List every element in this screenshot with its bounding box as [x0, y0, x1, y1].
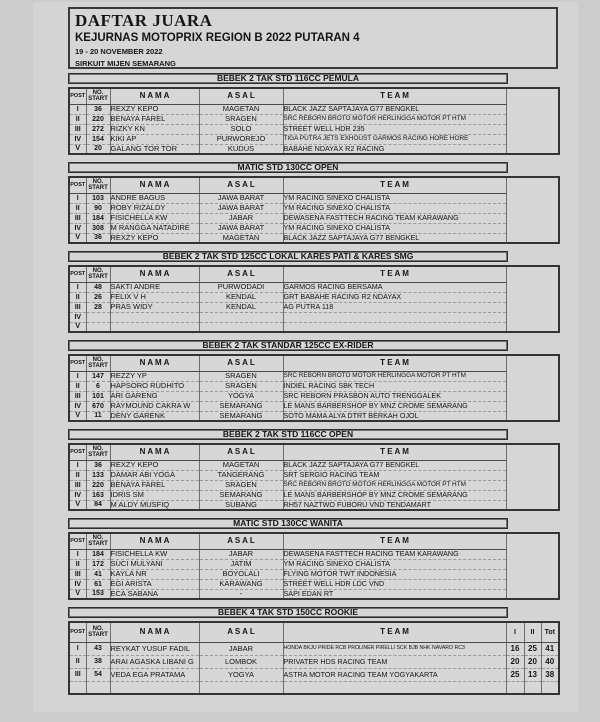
result-row — [69, 559, 559, 569]
column-header-race1: I — [506, 622, 524, 642]
category-title: BEBEK 2 TAK STD 125CC LOKAL KARES PATI & KARES SMG — [68, 251, 508, 262]
race1-points-cell: 16 — [506, 642, 524, 655]
position-cell: III — [69, 213, 86, 223]
position-cell: V — [69, 500, 86, 510]
rider-name-cell: DAMAR ABI YOGA — [110, 470, 199, 480]
result-row — [69, 144, 559, 154]
race2-points-cell: 13 — [524, 668, 541, 681]
rider-name-cell: BENAYA FAREL — [110, 480, 199, 490]
column-header-nama: N A M A — [110, 88, 199, 104]
category-title: MATIC STD 130CC OPEN — [68, 162, 508, 173]
origin-cell: - — [199, 589, 283, 599]
start-number-cell: 147 — [86, 371, 110, 381]
column-header-asal: A S A L — [199, 533, 283, 549]
team-cell: AG PUTRA 118 — [283, 302, 506, 312]
position-cell: I — [69, 371, 86, 381]
team-cell — [283, 312, 506, 322]
race1-points-cell: 20 — [506, 655, 524, 668]
team-cell: ASTRA MOTOR RACING TEAM YOGYAKARTA — [283, 668, 506, 681]
column-header-asal: A S A L — [199, 88, 283, 104]
start-number-cell: 154 — [86, 134, 110, 144]
category-title: BEBEK 2 TAK STD 116CC PEMULA — [68, 73, 508, 84]
rider-name-cell — [110, 681, 199, 694]
result-row — [69, 411, 559, 421]
rider-name-cell: REZZY YP — [110, 371, 199, 381]
rider-name-cell: ECA SABANA — [110, 589, 199, 599]
results-table — [68, 532, 560, 600]
total-points-cell — [541, 681, 559, 694]
race2-points-cell: 25 — [524, 642, 541, 655]
result-row — [69, 213, 559, 223]
column-header-post: POST — [69, 177, 86, 193]
result-row — [69, 500, 559, 510]
origin-cell: JATIM — [199, 559, 283, 569]
column-header-post: POST — [69, 533, 86, 549]
rider-name-cell: BENAYA FAREL — [110, 114, 199, 124]
origin-cell: JABAR — [199, 213, 283, 223]
total-points-cell: 40 — [541, 655, 559, 668]
category-title: MATIC STD 130CC WANITA — [68, 518, 508, 529]
column-header-nama: N A M A — [110, 622, 199, 642]
result-row — [69, 549, 559, 559]
column-header-no-start: NO. START — [86, 533, 110, 549]
team-cell: YM RACING SINEXO CHALISTA — [283, 193, 506, 203]
result-row — [69, 401, 559, 411]
result-row — [69, 322, 559, 332]
total-points-cell: 41 — [541, 642, 559, 655]
rider-name-cell: M ALDY MUSFIQ — [110, 500, 199, 510]
start-number-cell: 133 — [86, 470, 110, 480]
origin-cell: KUDUS — [199, 144, 283, 154]
start-number-cell: 101 — [86, 391, 110, 401]
event-subtitle: KEJURNAS MOTOPRIX REGION B 2022 PUTARAN 4 — [75, 31, 360, 44]
column-header-nama: N A M A — [110, 266, 199, 282]
column-header-post: POST — [69, 266, 86, 282]
position-cell: IV — [69, 134, 86, 144]
team-cell: STREET WELL HDR LDC VND — [283, 579, 506, 589]
results-tables-container — [68, 73, 558, 695]
column-header-race2: II — [524, 622, 541, 642]
start-number-cell: 20 — [86, 144, 110, 154]
position-cell: V — [69, 411, 86, 421]
origin-cell: TANGERANG — [199, 470, 283, 480]
result-row — [69, 381, 559, 391]
result-row — [69, 490, 559, 500]
position-cell: III — [69, 668, 86, 681]
column-header-post: POST — [69, 88, 86, 104]
rider-name-cell: IDRIS SM — [110, 490, 199, 500]
team-cell: GRT BABAHE RACING R2 NDAYAX — [283, 292, 506, 302]
team-cell: RH57 NAZTWO FUBORU VND TENDAMART — [283, 500, 506, 510]
origin-cell: BOYOLALI — [199, 569, 283, 579]
origin-cell: YOGYA — [199, 391, 283, 401]
team-cell: HONDA BKJU PRIDE RCB PROLINER PIRELLI SCK BJB NHK NAVARO RC3 — [283, 642, 506, 655]
start-number-cell — [86, 322, 110, 332]
rider-name-cell: KAYLA NR — [110, 569, 199, 579]
start-number-cell: 26 — [86, 292, 110, 302]
team-cell: LE MANS BARBERSHOP BY MNZ CROME SEMARANG — [283, 401, 506, 411]
start-number-cell: 90 — [86, 203, 110, 213]
position-cell: III — [69, 302, 86, 312]
column-header-nama: N A M A — [110, 177, 199, 193]
position-cell: I — [69, 104, 86, 114]
column-header-team: T E A M — [283, 177, 506, 193]
position-cell: II — [69, 655, 86, 668]
start-number-cell: 163 — [86, 490, 110, 500]
page-title: DAFTAR JUARA — [75, 11, 213, 30]
rider-name-cell: GALANG TOR TOR — [110, 144, 199, 154]
column-header-team: T E A M — [283, 622, 506, 642]
trailing-empty-cell — [506, 444, 559, 510]
results-table — [68, 354, 560, 422]
table-header-row — [69, 88, 559, 104]
team-cell — [283, 681, 506, 694]
column-header-nama: N A M A — [110, 355, 199, 371]
column-header-asal: A S A L — [199, 177, 283, 193]
team-cell: GARMOS RACING BERSAMA — [283, 282, 506, 292]
rider-name-cell: FELIX V H — [110, 292, 199, 302]
position-cell: IV — [69, 401, 86, 411]
position-cell: V — [69, 589, 86, 599]
start-number-cell: 41 — [86, 569, 110, 579]
team-cell: SOTO MAMA ALYA DTRT BERKAH OJOL — [283, 411, 506, 421]
rider-name-cell: KIKI AP — [110, 134, 199, 144]
origin-cell: KARAWANG — [199, 579, 283, 589]
table-header-row — [69, 622, 559, 642]
team-cell: BLACK JAZZ SAPTAJAYA G77 BENGKEL — [283, 104, 506, 114]
result-row — [69, 391, 559, 401]
column-header-no-start: NO. START — [86, 444, 110, 460]
column-header-team: T E A M — [283, 266, 506, 282]
start-number-cell: 61 — [86, 579, 110, 589]
start-number-cell: 36 — [86, 233, 110, 243]
start-number-cell: 103 — [86, 193, 110, 203]
position-cell: I — [69, 549, 86, 559]
start-number-cell: 48 — [86, 282, 110, 292]
rider-name-cell — [110, 312, 199, 322]
column-header-no-start: NO. START — [86, 355, 110, 371]
rider-name-cell: SAKTI ANDRE — [110, 282, 199, 292]
start-number-cell: 28 — [86, 302, 110, 312]
result-row — [69, 569, 559, 579]
position-cell: III — [69, 569, 86, 579]
result-row — [69, 114, 559, 124]
team-cell: SAPI EDAN RT — [283, 589, 506, 599]
team-cell: DEWASENA FASTTECH RACING TEAM KARAWANG — [283, 213, 506, 223]
result-row — [69, 193, 559, 203]
team-cell: LE MANS BARBERSHOP BY MNZ CROME SEMARANG — [283, 490, 506, 500]
result-row — [69, 668, 559, 681]
team-cell: SRC REBORN BROTO MOTOR HERLINGGA MOTOR PT HTM — [283, 371, 506, 381]
rider-name-cell: DENY GARENK — [110, 411, 199, 421]
rider-name-cell: SUCI MULYANI — [110, 559, 199, 569]
result-row — [69, 655, 559, 668]
origin-cell: PURWOREJO — [199, 134, 283, 144]
position-cell: IV — [69, 490, 86, 500]
origin-cell: SEMARANG — [199, 490, 283, 500]
results-table — [68, 176, 560, 244]
team-cell: SRC REBORN PRASBON AUTO TRENGGALEK — [283, 391, 506, 401]
table-header-row — [69, 533, 559, 549]
origin-cell: SRAGEN — [199, 381, 283, 391]
start-number-cell: 36 — [86, 460, 110, 470]
team-cell: YM RACING SINEXO CHALISTA — [283, 223, 506, 233]
result-row — [69, 223, 559, 233]
team-cell: DEWASENA FASTTECH RACING TEAM KARAWANG — [283, 549, 506, 559]
position-cell: III — [69, 480, 86, 490]
results-table — [68, 621, 560, 695]
position-cell: IV — [69, 312, 86, 322]
trailing-empty-cell — [506, 266, 559, 332]
result-row — [69, 589, 559, 599]
result-row — [69, 579, 559, 589]
origin-cell — [199, 681, 283, 694]
start-number-cell: 220 — [86, 480, 110, 490]
team-cell: BABAHE NDAYAX R2 RACING — [283, 144, 506, 154]
start-number-cell: 172 — [86, 559, 110, 569]
race1-points-cell: 25 — [506, 668, 524, 681]
rider-name-cell: PRAS WIDY — [110, 302, 199, 312]
position-cell: I — [69, 193, 86, 203]
rider-name-cell: HAPSORO RUDHITO — [110, 381, 199, 391]
team-cell: YM RACING SINEXO CHALISTA — [283, 559, 506, 569]
position-cell: V — [69, 233, 86, 243]
rider-name-cell: REXZY KEPO — [110, 233, 199, 243]
team-cell: SRC REBORN BROTO MOTOR HERLINGGA MOTOR PT HTM — [283, 114, 506, 124]
column-header-no-start: NO. START — [86, 88, 110, 104]
result-row — [69, 233, 559, 243]
column-header-nama: N A M A — [110, 444, 199, 460]
position-cell: V — [69, 322, 86, 332]
result-row — [69, 681, 559, 694]
start-number-cell: 54 — [86, 668, 110, 681]
origin-cell: SRAGEN — [199, 371, 283, 381]
column-header-post: POST — [69, 355, 86, 371]
column-header-post: POST — [69, 444, 86, 460]
column-header-asal: A S A L — [199, 266, 283, 282]
position-cell: IV — [69, 579, 86, 589]
result-row — [69, 292, 559, 302]
race2-points-cell: 20 — [524, 655, 541, 668]
start-number-cell: 84 — [86, 500, 110, 510]
position-cell: V — [69, 144, 86, 154]
origin-cell: SOLO — [199, 124, 283, 134]
position-cell: II — [69, 203, 86, 213]
origin-cell: JAWA BARAT — [199, 223, 283, 233]
table-header-row — [69, 266, 559, 282]
category-title: BEBEK 4 TAK STD 150CC ROOKIE — [68, 607, 508, 618]
rider-name-cell: ARI GARENG — [110, 391, 199, 401]
column-header-asal: A S A L — [199, 355, 283, 371]
rider-name-cell: FISICHELLA KW — [110, 549, 199, 559]
rider-name-cell: RIZKY KN — [110, 124, 199, 134]
event-venue: SIRKUIT MIJEN SEMARANG — [75, 58, 176, 68]
trailing-empty-cell — [506, 177, 559, 243]
start-number-cell: 153 — [86, 589, 110, 599]
start-number-cell: 43 — [86, 642, 110, 655]
origin-cell: JAWA BARAT — [199, 193, 283, 203]
column-header-asal: A S A L — [199, 622, 283, 642]
rider-name-cell: ANDRE BAGUS — [110, 193, 199, 203]
position-cell: I — [69, 642, 86, 655]
result-row — [69, 312, 559, 322]
team-cell: BLACK JAZZ SAPTAJAYA G77 BENGKEL — [283, 460, 506, 470]
column-header-team: T E A M — [283, 444, 506, 460]
document-content — [68, 7, 558, 702]
column-header-team: T E A M — [283, 355, 506, 371]
start-number-cell: 184 — [86, 549, 110, 559]
rider-name-cell: M RANGGA NATADIRE — [110, 223, 199, 233]
category-title: BEBEK 2 TAK STANDAR 125CC EX-RIDER — [68, 340, 508, 351]
result-row — [69, 124, 559, 134]
result-row — [69, 642, 559, 655]
team-cell: TIGA PUTRA JETS EXHOUST GARMOS RACING HORE HORE — [283, 134, 506, 144]
result-row — [69, 371, 559, 381]
start-number-cell: 38 — [86, 655, 110, 668]
position-cell: II — [69, 114, 86, 124]
trailing-empty-cell — [506, 355, 559, 421]
origin-cell: SRAGEN — [199, 114, 283, 124]
start-number-cell: 6 — [86, 381, 110, 391]
total-points-cell: 38 — [541, 668, 559, 681]
result-row — [69, 480, 559, 490]
result-row — [69, 302, 559, 312]
origin-cell — [199, 322, 283, 332]
origin-cell: MAGETAN — [199, 233, 283, 243]
result-row — [69, 203, 559, 213]
position-cell: IV — [69, 223, 86, 233]
position-cell — [69, 681, 86, 694]
start-number-cell: 272 — [86, 124, 110, 134]
origin-cell: SRAGEN — [199, 480, 283, 490]
start-number-cell: 308 — [86, 223, 110, 233]
position-cell: I — [69, 282, 86, 292]
table-header-row — [69, 444, 559, 460]
origin-cell: JABAR — [199, 549, 283, 559]
document-header-box — [68, 7, 558, 69]
rider-name-cell: EGI ARISTA — [110, 579, 199, 589]
rider-name-cell: FISICHELLA KW — [110, 213, 199, 223]
origin-cell: SUBANG — [199, 500, 283, 510]
column-header-nama: N A M A — [110, 533, 199, 549]
category-title: BEBEK 2 TAK STD 116CC OPEN — [68, 429, 508, 440]
team-cell: STREET WELL HDR 235 — [283, 124, 506, 134]
rider-name-cell: VEDA EGA PRATAMA — [110, 668, 199, 681]
origin-cell: KENDAL — [199, 292, 283, 302]
trailing-empty-cell — [506, 88, 559, 154]
team-cell: YM RACING SINEXO CHALISTA — [283, 203, 506, 213]
column-header-team: T E A M — [283, 88, 506, 104]
position-cell: II — [69, 559, 86, 569]
team-cell: SRT SERGIO RACING TEAM — [283, 470, 506, 480]
event-date: 19 - 20 NOVEMBER 2022 — [75, 47, 163, 57]
start-number-cell: 184 — [86, 213, 110, 223]
rider-name-cell: ARAI AGASKA LIBANI G — [110, 655, 199, 668]
result-row — [69, 134, 559, 144]
race1-points-cell — [506, 681, 524, 694]
position-cell: III — [69, 391, 86, 401]
table-header-row — [69, 355, 559, 371]
start-number-cell: 220 — [86, 114, 110, 124]
origin-cell: JABAR — [199, 642, 283, 655]
rider-name-cell — [110, 322, 199, 332]
origin-cell: JAWA BARAT — [199, 203, 283, 213]
position-cell: II — [69, 381, 86, 391]
result-row — [69, 470, 559, 480]
column-header-total: Tot — [541, 622, 559, 642]
origin-cell: MAGETAN — [199, 460, 283, 470]
origin-cell — [199, 312, 283, 322]
origin-cell: KENDAL — [199, 302, 283, 312]
rider-name-cell: REYKAT YUSUF FADIL — [110, 642, 199, 655]
result-row — [69, 460, 559, 470]
result-row — [69, 282, 559, 292]
team-cell: PRIVATER HDS RACING TEAM — [283, 655, 506, 668]
column-header-team: T E A M — [283, 533, 506, 549]
race2-points-cell — [524, 681, 541, 694]
start-number-cell: 36 — [86, 104, 110, 114]
rider-name-cell: ROBY RIZALDY — [110, 203, 199, 213]
column-header-no-start: NO. START — [86, 622, 110, 642]
column-header-post: POST — [69, 622, 86, 642]
team-cell — [283, 322, 506, 332]
origin-cell: PURWODADI — [199, 282, 283, 292]
column-header-no-start: NO. START — [86, 177, 110, 193]
results-table — [68, 265, 560, 333]
team-cell: SRC REBORN BROTO MOTOR HERLINGGA MOTOR PT HTM — [283, 480, 506, 490]
team-cell: INDIEL RACING SBK TECH — [283, 381, 506, 391]
column-header-asal: A S A L — [199, 444, 283, 460]
trailing-empty-cell — [506, 533, 559, 599]
origin-cell: YOGYA — [199, 668, 283, 681]
results-table — [68, 443, 560, 511]
origin-cell: SEMARANG — [199, 401, 283, 411]
start-number-cell — [86, 312, 110, 322]
results-table — [68, 87, 560, 155]
rider-name-cell: REXZY KEPO — [110, 460, 199, 470]
position-cell: II — [69, 470, 86, 480]
team-cell: BLACK JAZZ SAPTAJAYA G77 BENGKEL — [283, 233, 506, 243]
column-header-no-start: NO. START — [86, 266, 110, 282]
start-number-cell: 670 — [86, 401, 110, 411]
position-cell: I — [69, 460, 86, 470]
rider-name-cell: RAYMOUND CAKRA W — [110, 401, 199, 411]
team-cell: FLYING MOTOR TWT INDONESIA — [283, 569, 506, 579]
start-number-cell — [86, 681, 110, 694]
position-cell: III — [69, 124, 86, 134]
result-row — [69, 104, 559, 114]
rider-name-cell: REXZY KEPO — [110, 104, 199, 114]
origin-cell: LOMBOK — [199, 655, 283, 668]
origin-cell: SEMARANG — [199, 411, 283, 421]
origin-cell: MAGETAN — [199, 104, 283, 114]
start-number-cell: 11 — [86, 411, 110, 421]
table-header-row — [69, 177, 559, 193]
position-cell: II — [69, 292, 86, 302]
